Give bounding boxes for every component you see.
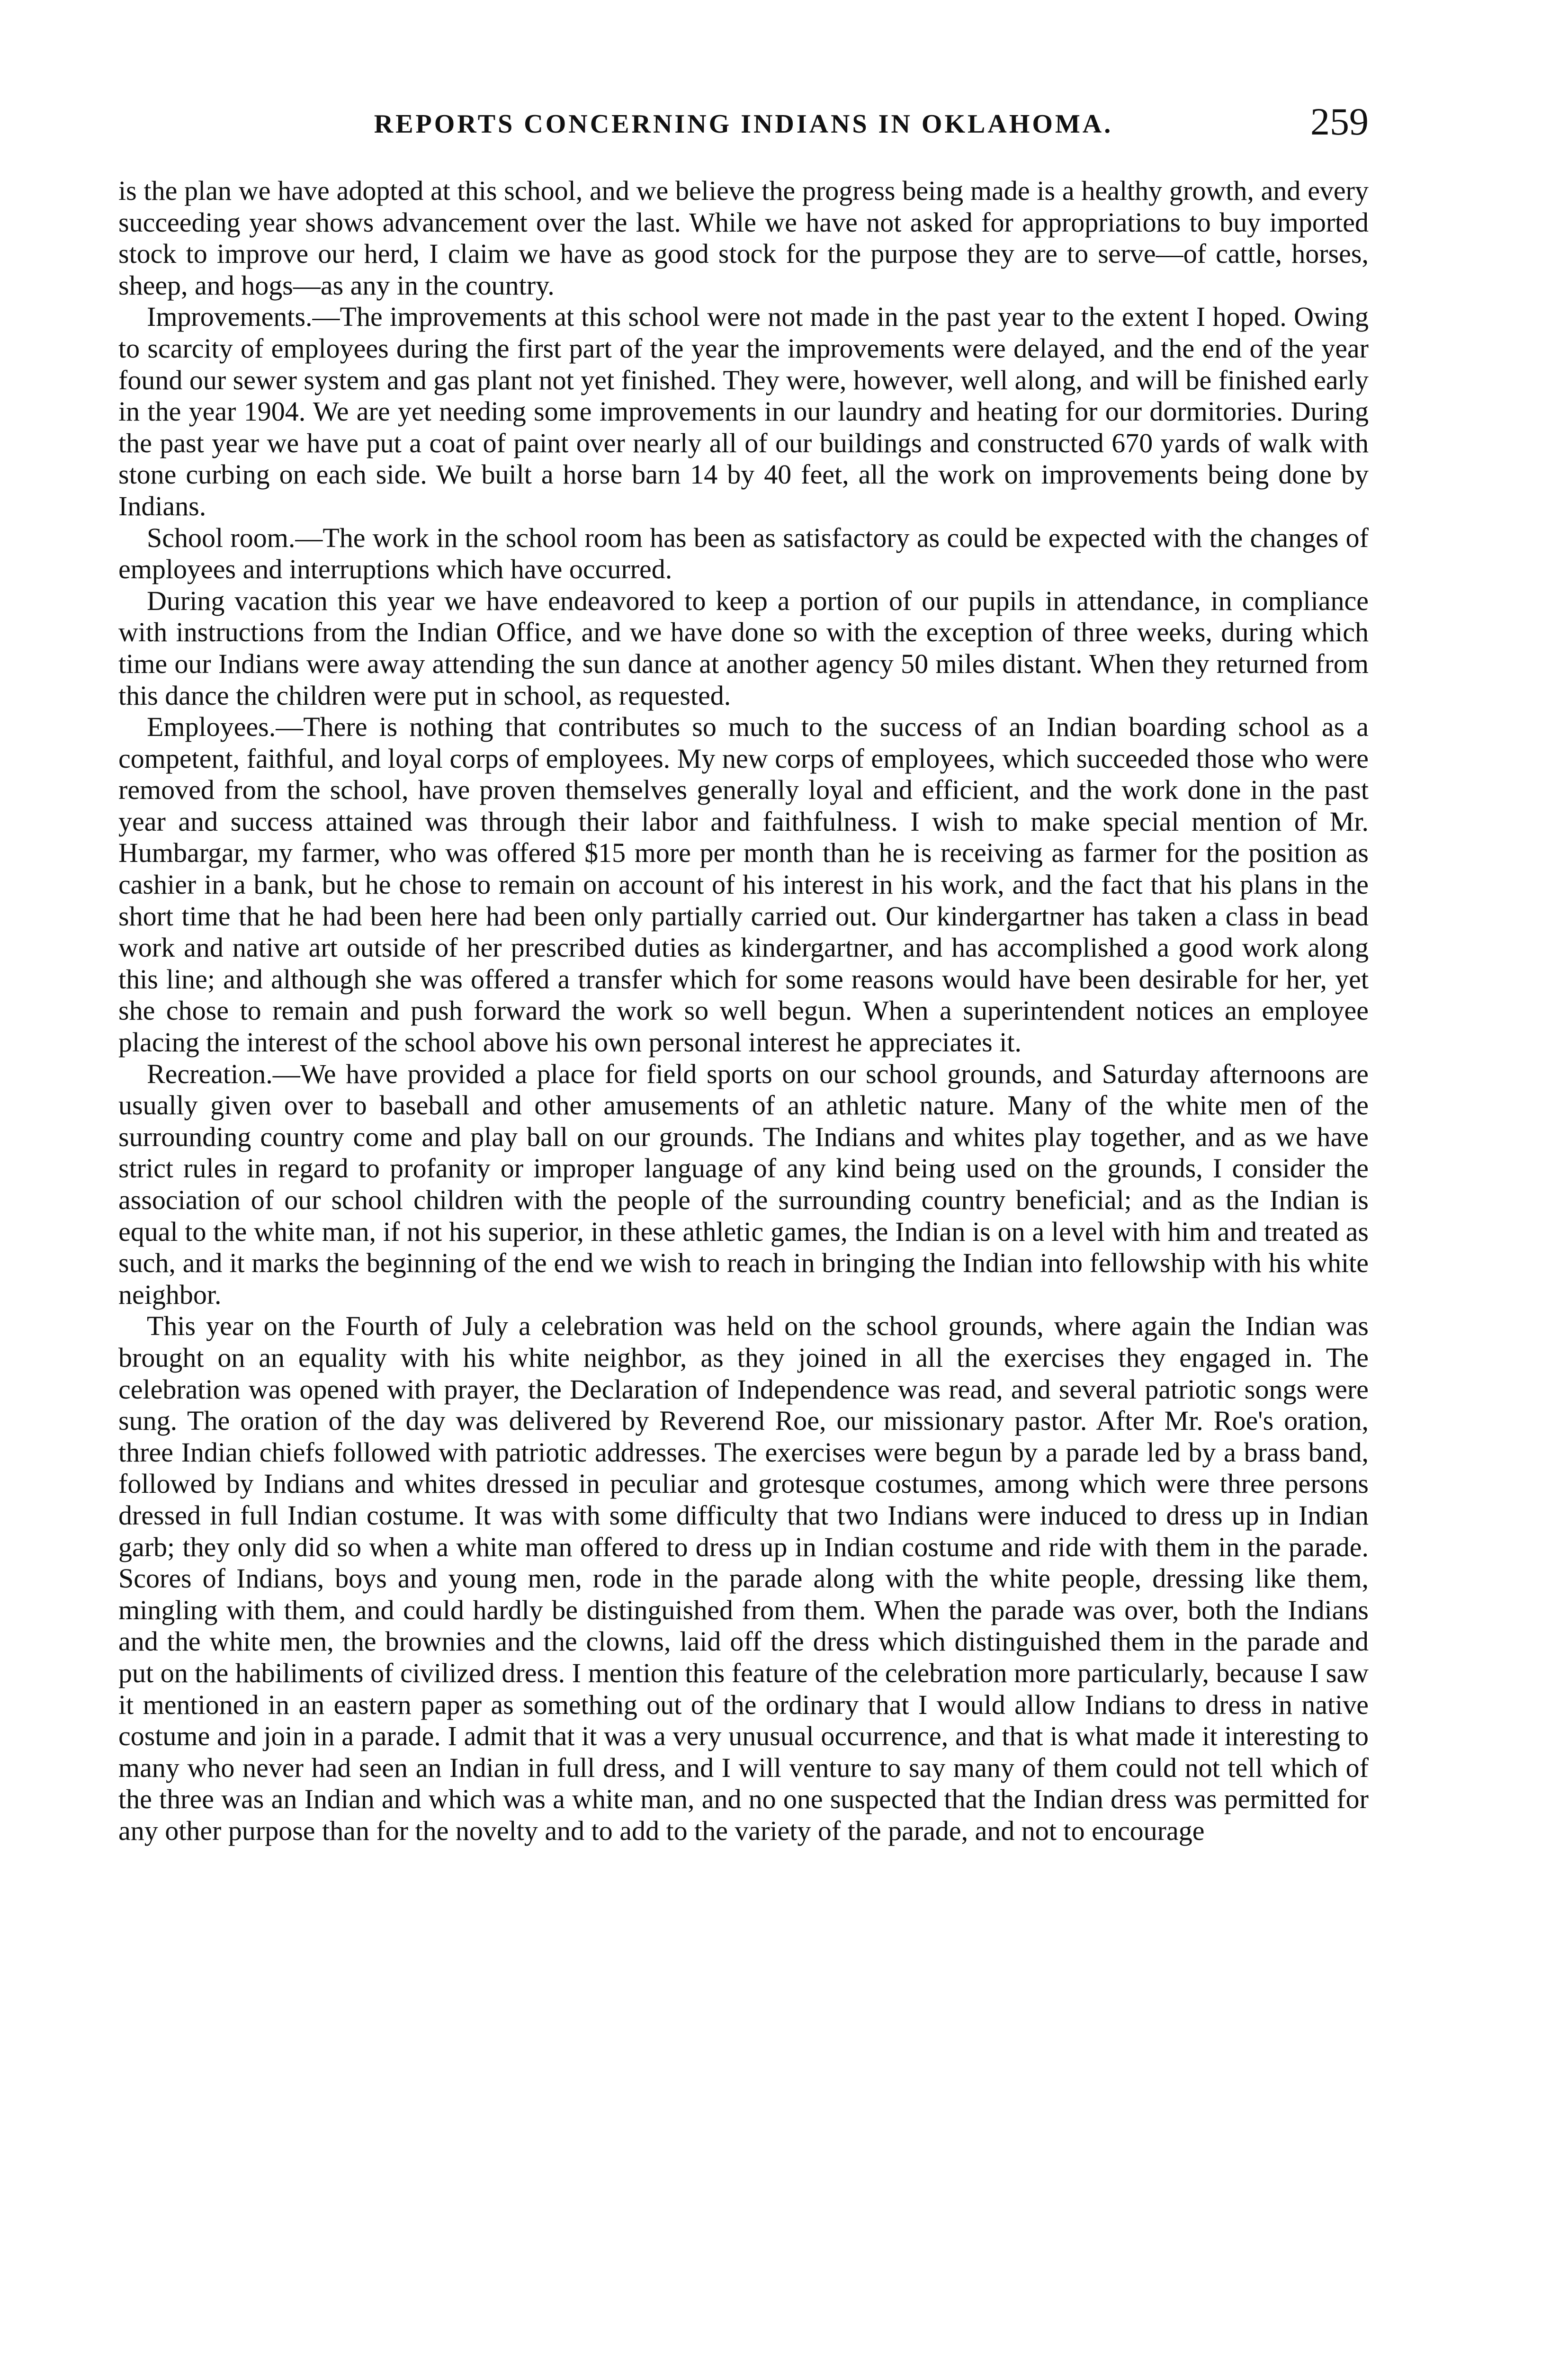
running-head: REPORTS CONCERNING INDIANS IN OKLAHOMA.: [374, 109, 1113, 139]
document-page: [118, 99, 1369, 1847]
paragraph-fourth-of-july: This year on the Fourth of July a celebration was held on the school grounds, where again the Indian was brought on an equality with his white neighbor, as they joined in all the exercises they engaged in. The celebration was opened with prayer, the Declaration of Independence was read, and several patriotic songs were sung. The oration of the day was delivered by Reverend Roe, our missionary pastor. After Mr. Roe's oration, three Indian chiefs followed with patriotic addresses. The exercises were begun by a parade led by a brass band, followed by Indians and whites dressed in peculiar and grotesque costumes, among which were three persons dressed in full Indian costume. It was with some difficulty that two Indians were induced to dress up in Indian garb; they only did so when a white man offered to dress up in Indian costume and ride with them in the parade. Scores of Indians, boys and young men, rode in the parade along with the white people, dressing like them, mingling with them, and could hardly be distinguished from them. When the parade was over, both the Indians and the white men, the brownies and the clowns, laid off the dress which distinguished them in the parade and put on the habiliments of civilized dress. I mention this feature of the celebration more particularly, because I saw it mentioned in an eastern paper as something out of the ordinary that I would allow Indians to dress in native costume and join in a parade. I admit that it was a very unusual occurrence, and that is what made it interesting to many who never had seen an Indian in full dress, and I will venture to say many of them could not tell which of the three was an Indian and which was a white man, and no one suspected that the Indian dress was permitted for any other purpose than for the novelty and to add to the variety of the parade, and not to encourage: [118, 1310, 1369, 1846]
paragraph-recreation: Recreation.—We have provided a place for field sports on our school grounds, and Saturday afternoons are usually given over to baseball and other amusements of an athletic nature. Many of the white men of the surrounding country come and play ball on our grounds. The Indians and whites play together, and as we have strict rules in regard to profanity or improper language of any kind being used on the grounds, I consider the association of our school children with the people of the surrounding country beneficial; and as the Indian is equal to the white man, if not his superior, in these athletic games, the Indian is on a level with him and treated as such, and it marks the beginning of the end we wish to reach in bringing the Indian into fellowship with his white neighbor.: [118, 1058, 1369, 1310]
paragraph-employees: Employees.—There is nothing that contributes so much to the success of an Indian boarding school as a competent, faithful, and loyal corps of employees. My new corps of employees, which succeeded those who were removed from the school, have proven themselves generally loyal and efficient, and the work done in the past year and success attained was through their labor and faithfulness. I wish to make special mention of Mr. Humbargar, my farmer, who was offered $15 more per month than he is receiving as farmer for the position as cashier in a bank, but he chose to remain on account of his interest in his work, and the fact that his plans in the short time that he had been here had been only partially carried out. Our kindergartner has taken a class in bead work and native art outside of her prescribed duties as kindergartner, and has accomplished a good work along this line; and although she was offered a transfer which for some reasons would have been desirable for her, yet she chose to remain and push forward the work so well begun. When a superintendent notices an employee placing the interest of the school above his own personal interest he appreciates it.: [118, 711, 1369, 1058]
body-text: [118, 175, 1369, 1847]
page-header: [118, 99, 1369, 156]
paragraph-school-room: School room.—The work in the school room has been as satisfactory as could be expected with the changes of employees and interruptions which have occurred.: [118, 522, 1369, 585]
paragraph-vacation: During vacation this year we have endeavored to keep a portion of our pupils in attendance, in compliance with instructions from the Indian Office, and we have done so with the exception of three weeks, during which time our Indians were away attending the sun dance at another agency 50 miles distant. When they returned from this dance the children were put in school, as requested.: [118, 585, 1369, 711]
page-number: 259: [1310, 100, 1369, 143]
paragraph-continuation: is the plan we have adopted at this school, and we believe the progress being made is a healthy growth, and every succeeding year shows advancement over the last. While we have not asked for appropriations to buy imported stock to improve our herd, I claim we have as good stock for the purpose they are to serve—of cattle, horses, sheep, and hogs—as any in the country.: [118, 175, 1369, 301]
paragraph-improvements: Improvements.—The improvements at this school were not made in the past year to the extent I hoped. Owing to scarcity of employees during the first part of the year the improvements were delayed, and the end of the year found our sewer system and gas plant not yet finished. They were, however, well along, and will be finished early in the year 1904. We are yet needing some improvements in our laundry and heating for our dormitories. During the past year we have put a coat of paint over nearly all of our buildings and constructed 670 yards of walk with stone curbing on each side. We built a horse barn 14 by 40 feet, all the work on improvements being done by Indians.: [118, 301, 1369, 521]
